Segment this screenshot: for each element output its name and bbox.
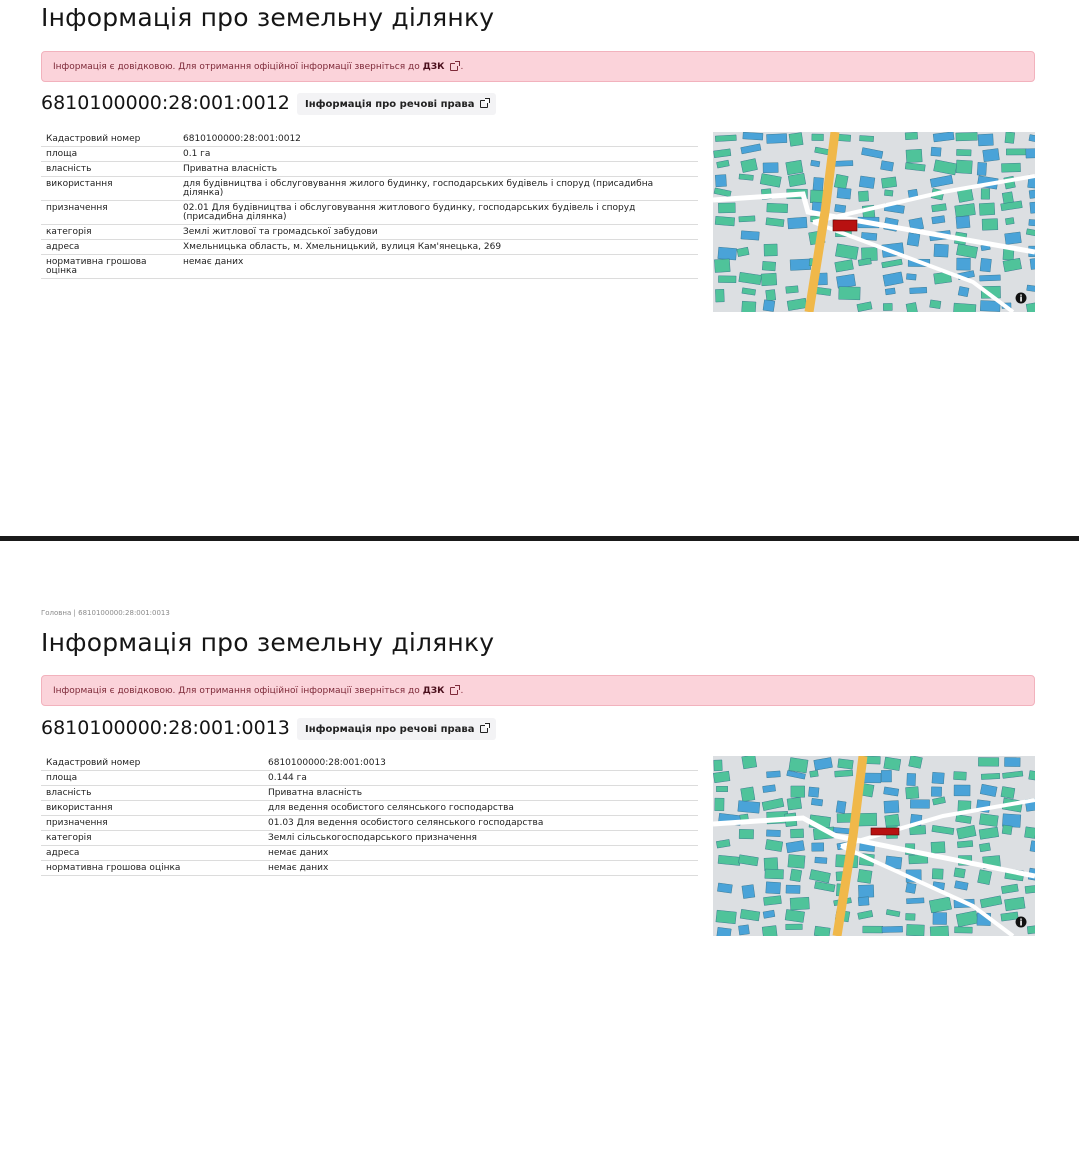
- breadcrumb-home[interactable]: Головна: [41, 609, 72, 617]
- row-label: адреса: [41, 846, 263, 861]
- row-label: використання: [41, 177, 178, 201]
- property-rights-label: Інформація про речові права: [305, 98, 475, 110]
- table-row: [41, 756, 698, 771]
- parcel-highlight: [871, 828, 899, 835]
- external-link-icon: [480, 100, 488, 108]
- notice-text: Інформація є довідковою. Для отримання офіційної інформації зверніться до: [53, 685, 420, 696]
- table-row: [41, 147, 698, 162]
- table-row: [41, 801, 698, 816]
- cadastral-number-heading: 6810100000:28:001:0012: [41, 92, 290, 114]
- row-value: немає даних: [263, 861, 698, 876]
- page-title: Інформація про земельну ділянку: [41, 628, 495, 657]
- row-label: Кадастровий номер: [41, 756, 263, 771]
- row-value: Приватна власність: [178, 162, 698, 177]
- notice-end: .: [460, 685, 464, 696]
- row-label: категорія: [41, 225, 178, 240]
- table-row: [41, 861, 698, 876]
- parcel-highlight: [833, 220, 857, 231]
- row-value: Землі сільськогосподарського призначення: [263, 831, 698, 846]
- parcel-info-table: [41, 132, 698, 279]
- row-label: власність: [41, 162, 178, 177]
- table-row: [41, 132, 698, 147]
- row-value: Землі житлової та громадської забудови: [178, 225, 698, 240]
- info-icon-glyph: i: [1019, 294, 1023, 305]
- row-value: для ведення особистого селянського господарства: [263, 801, 698, 816]
- row-label: площа: [41, 771, 263, 786]
- notice-banner: [41, 51, 1035, 82]
- row-value: 6810100000:28:001:0013: [263, 756, 698, 771]
- row-value: 0.1 га: [178, 147, 698, 162]
- row-value: 02.01 Для будівництва і обслуговування житлового будинку, господарських будівель і споруд (присадибна ділянка): [178, 201, 698, 225]
- property-rights-label: Інформація про речові права: [305, 723, 475, 735]
- table-row: [41, 831, 698, 846]
- table-row: [41, 786, 698, 801]
- table-row: [41, 255, 698, 279]
- row-value: 6810100000:28:001:0012: [178, 132, 698, 147]
- table-row: [41, 816, 698, 831]
- row-value: немає даних: [263, 846, 698, 861]
- page-title: Інформація про земельну ділянку: [41, 3, 495, 32]
- info-icon-glyph: i: [1019, 918, 1023, 929]
- dzk-link[interactable]: ДЗК: [422, 61, 445, 72]
- table-row: [41, 162, 698, 177]
- table-row: [41, 240, 698, 255]
- notice-text: Інформація є довідковою. Для отримання офіційної інформації зверніться до: [53, 61, 420, 72]
- property-rights-button[interactable]: [297, 718, 496, 740]
- row-label: використання: [41, 801, 263, 816]
- row-value: Приватна власність: [263, 786, 698, 801]
- row-label: нормативна грошова оцінка: [41, 255, 178, 279]
- row-label: нормативна грошова оцінка: [41, 861, 263, 876]
- external-link-icon: [480, 725, 488, 733]
- parcel-map[interactable]: [713, 132, 1035, 312]
- table-row: [41, 846, 698, 861]
- row-value: Хмельницька область, м. Хмельницький, вулиця Кам'янецька, 269: [178, 240, 698, 255]
- breadcrumb: [41, 609, 170, 617]
- breadcrumb-separator: |: [73, 609, 76, 617]
- table-row: [41, 771, 698, 786]
- row-label: призначення: [41, 816, 263, 831]
- screenshot-panel-2: [0, 541, 1079, 1176]
- row-value: 01.03 Для ведення особистого селянського господарства: [263, 816, 698, 831]
- row-label: адреса: [41, 240, 178, 255]
- external-link-icon: [450, 63, 458, 71]
- row-label: Кадастровий номер: [41, 132, 178, 147]
- screenshot-panel-1: [0, 0, 1079, 536]
- row-value: 0.144 га: [263, 771, 698, 786]
- cadastral-number-heading: 6810100000:28:001:0013: [41, 717, 290, 739]
- property-rights-button[interactable]: [297, 93, 496, 115]
- notice-end: .: [460, 61, 464, 72]
- notice-banner: [41, 675, 1035, 706]
- parcel-map[interactable]: [713, 756, 1035, 936]
- row-label: площа: [41, 147, 178, 162]
- row-label: категорія: [41, 831, 263, 846]
- table-row: [41, 177, 698, 201]
- row-value: для будівництва і обслуговування жилого будинку, господарських будівель і споруд (присадибна ділянка): [178, 177, 698, 201]
- parcel-info-table: [41, 756, 698, 876]
- external-link-icon: [450, 687, 458, 695]
- table-row: [41, 201, 698, 225]
- dzk-link[interactable]: ДЗК: [422, 685, 445, 696]
- row-label: призначення: [41, 201, 178, 225]
- row-label: власність: [41, 786, 263, 801]
- table-row: [41, 225, 698, 240]
- breadcrumb-current: 6810100000:28:001:0013: [78, 609, 170, 617]
- row-value: немає даних: [178, 255, 698, 279]
